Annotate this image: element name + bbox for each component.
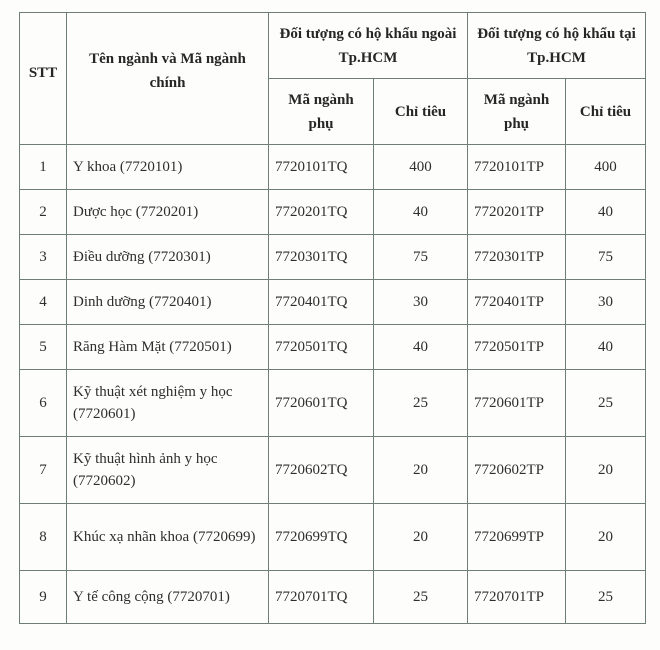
cell-code-outside: 7720401TQ <box>269 280 374 325</box>
cell-major-name: Y tế công cộng (7720701) <box>67 571 269 624</box>
table-row <box>20 370 646 437</box>
cell-code-inside: 7720701TP <box>468 571 566 624</box>
cell-stt: 1 <box>20 145 67 190</box>
cell-code-outside: 7720501TQ <box>269 325 374 370</box>
cell-code-outside: 7720601TQ <box>269 370 374 437</box>
cell-major-name: Khúc xạ nhãn khoa (7720699) <box>67 504 269 571</box>
table-row <box>20 280 646 325</box>
cell-code-inside: 7720602TP <box>468 437 566 504</box>
table-row <box>20 235 646 280</box>
cell-code-inside: 7720101TP <box>468 145 566 190</box>
header-group-outside-hcm: Đối tượng có hộ khẩu ngoài Tp.HCM <box>269 13 468 79</box>
cell-quota-inside: 20 <box>566 504 646 571</box>
cell-stt: 4 <box>20 280 67 325</box>
table-row <box>20 325 646 370</box>
cell-quota-inside: 20 <box>566 437 646 504</box>
table-row <box>20 504 646 571</box>
admission-quota-table <box>19 12 646 624</box>
cell-stt: 2 <box>20 190 67 235</box>
cell-quota-outside: 75 <box>374 235 468 280</box>
table-header <box>20 13 646 145</box>
cell-quota-outside: 400 <box>374 145 468 190</box>
table-row <box>20 145 646 190</box>
cell-code-outside: 7720201TQ <box>269 190 374 235</box>
cell-major-name: Răng Hàm Mặt (7720501) <box>67 325 269 370</box>
cell-quota-inside: 75 <box>566 235 646 280</box>
cell-stt: 7 <box>20 437 67 504</box>
table-row <box>20 571 646 624</box>
cell-major-name: Y khoa (7720101) <box>67 145 269 190</box>
cell-quota-inside: 400 <box>566 145 646 190</box>
header-sub-code-outside: Mã ngành phụ <box>269 79 374 145</box>
cell-code-inside: 7720201TP <box>468 190 566 235</box>
cell-code-inside: 7720401TP <box>468 280 566 325</box>
table-body <box>20 145 646 624</box>
cell-code-outside: 7720602TQ <box>269 437 374 504</box>
header-row-top <box>20 13 646 79</box>
header-sub-code-inside: Mã ngành phụ <box>468 79 566 145</box>
cell-code-outside: 7720101TQ <box>269 145 374 190</box>
cell-code-inside: 7720699TP <box>468 504 566 571</box>
cell-stt: 3 <box>20 235 67 280</box>
cell-quota-outside: 25 <box>374 370 468 437</box>
cell-quota-outside: 25 <box>374 571 468 624</box>
cell-quota-inside: 40 <box>566 325 646 370</box>
table-row <box>20 190 646 235</box>
header-quota-outside: Chỉ tiêu <box>374 79 468 145</box>
cell-code-inside: 7720601TP <box>468 370 566 437</box>
cell-stt: 5 <box>20 325 67 370</box>
cell-stt: 8 <box>20 504 67 571</box>
cell-quota-outside: 20 <box>374 437 468 504</box>
cell-quota-outside: 40 <box>374 190 468 235</box>
cell-quota-outside: 30 <box>374 280 468 325</box>
cell-quota-inside: 40 <box>566 190 646 235</box>
header-major-name: Tên ngành và Mã ngành chính <box>67 13 269 145</box>
header-stt: STT <box>20 13 67 145</box>
cell-code-inside: 7720301TP <box>468 235 566 280</box>
cell-major-name: Kỹ thuật hình ảnh y học (7720602) <box>67 437 269 504</box>
cell-stt: 9 <box>20 571 67 624</box>
cell-code-outside: 7720301TQ <box>269 235 374 280</box>
header-quota-inside: Chỉ tiêu <box>566 79 646 145</box>
cell-major-name: Điều dưỡng (7720301) <box>67 235 269 280</box>
cell-code-inside: 7720501TP <box>468 325 566 370</box>
cell-quota-inside: 30 <box>566 280 646 325</box>
cell-quota-inside: 25 <box>566 571 646 624</box>
cell-major-name: Kỹ thuật xét nghiệm y học (7720601) <box>67 370 269 437</box>
header-group-inside-hcm: Đối tượng có hộ khẩu tại Tp.HCM <box>468 13 646 79</box>
cell-quota-outside: 20 <box>374 504 468 571</box>
cell-code-outside: 7720701TQ <box>269 571 374 624</box>
cell-quota-inside: 25 <box>566 370 646 437</box>
cell-major-name: Dược học (7720201) <box>67 190 269 235</box>
cell-major-name: Dinh dưỡng (7720401) <box>67 280 269 325</box>
table-row <box>20 437 646 504</box>
cell-quota-outside: 40 <box>374 325 468 370</box>
cell-code-outside: 7720699TQ <box>269 504 374 571</box>
cell-stt: 6 <box>20 370 67 437</box>
